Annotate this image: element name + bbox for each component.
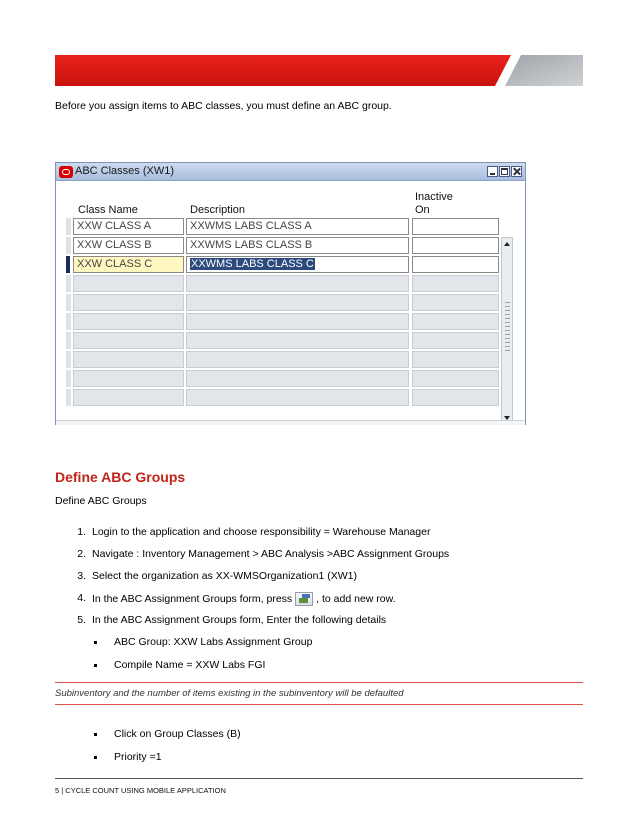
step-text: Login to the application and choose responsibility = Warehouse Manager bbox=[92, 526, 431, 538]
step-text-after: , to add new row. bbox=[316, 593, 396, 605]
empty-cell[interactable] bbox=[186, 389, 409, 406]
inactive-on-cell[interactable] bbox=[412, 237, 499, 254]
note-divider-bottom bbox=[55, 704, 583, 705]
section-subheading: Define ABC Groups bbox=[55, 495, 147, 507]
row-indicator[interactable] bbox=[66, 218, 71, 235]
column-header-inactive: Inactive bbox=[415, 191, 453, 203]
bullet-icon bbox=[94, 733, 97, 736]
oracle-logo-icon bbox=[59, 166, 73, 178]
empty-cell[interactable] bbox=[186, 370, 409, 387]
page-footer: 5 | CYCLE COUNT USING MOBILE APPLICATION bbox=[55, 786, 226, 795]
empty-cell[interactable] bbox=[73, 351, 184, 368]
column-header-on: On bbox=[415, 204, 430, 216]
inactive-on-cell[interactable] bbox=[412, 218, 499, 235]
bullet-text: Compile Name = XXW Labs FGI bbox=[114, 659, 266, 671]
row-indicator[interactable] bbox=[66, 370, 71, 387]
empty-cell[interactable] bbox=[73, 332, 184, 349]
empty-cell[interactable] bbox=[412, 275, 499, 292]
empty-cell[interactable] bbox=[186, 332, 409, 349]
empty-cell[interactable] bbox=[412, 294, 499, 311]
scroll-grip-icon[interactable] bbox=[505, 302, 510, 352]
window-title-bar[interactable] bbox=[56, 163, 525, 181]
step-text bbox=[92, 592, 396, 606]
row-indicator[interactable] bbox=[66, 237, 71, 254]
empty-cell[interactable] bbox=[73, 389, 184, 406]
note-text: Subinventory and the number of items existing in the subinventory will be defaulted bbox=[55, 688, 404, 699]
inactive-on-cell[interactable] bbox=[412, 256, 499, 273]
description-cell[interactable]: XXWMS LABS CLASS A bbox=[186, 218, 409, 235]
description-cell-selected[interactable] bbox=[186, 256, 409, 273]
abc-classes-window bbox=[55, 162, 526, 425]
footer-divider bbox=[55, 778, 583, 779]
step-text-before: In the ABC Assignment Groups form, press bbox=[92, 593, 293, 605]
description-cell[interactable]: XXWMS LABS CLASS B bbox=[186, 237, 409, 254]
step-number: 4. bbox=[77, 592, 86, 604]
section-heading: Define ABC Groups bbox=[55, 469, 186, 485]
empty-cell[interactable] bbox=[73, 294, 184, 311]
empty-cell[interactable] bbox=[73, 313, 184, 330]
empty-cell[interactable] bbox=[412, 313, 499, 330]
class-name-cell[interactable]: XXW CLASS B bbox=[73, 237, 184, 254]
row-indicator[interactable] bbox=[66, 332, 71, 349]
class-name-cell[interactable]: XXW CLASS C bbox=[73, 256, 184, 273]
bullet-icon bbox=[94, 756, 97, 759]
minimize-icon[interactable] bbox=[487, 166, 498, 177]
row-indicator[interactable] bbox=[66, 294, 71, 311]
empty-cell[interactable] bbox=[412, 370, 499, 387]
vertical-scrollbar[interactable] bbox=[501, 237, 513, 425]
empty-cell[interactable] bbox=[412, 332, 499, 349]
intro-paragraph: Before you assign items to ABC classes, you must define an ABC group. bbox=[55, 100, 392, 112]
window-status-strip bbox=[56, 420, 525, 425]
new-record-icon bbox=[295, 592, 313, 606]
window-title: ABC Classes (XW1) bbox=[75, 165, 175, 177]
row-indicator[interactable] bbox=[66, 351, 71, 368]
bullet-icon bbox=[94, 641, 97, 644]
empty-cell[interactable] bbox=[73, 275, 184, 292]
empty-cell[interactable] bbox=[412, 389, 499, 406]
step-text: Select the organization as XX-WMSOrganization1 (XW1) bbox=[92, 570, 357, 582]
step-number: 5. bbox=[77, 614, 86, 626]
selected-text: XXWMS LABS CLASS C bbox=[191, 258, 314, 270]
current-row-indicator[interactable] bbox=[66, 256, 70, 273]
empty-cell[interactable] bbox=[186, 351, 409, 368]
empty-cell[interactable] bbox=[73, 370, 184, 387]
column-header-description: Description bbox=[190, 204, 246, 216]
row-indicator[interactable] bbox=[66, 389, 71, 406]
step-number: 1. bbox=[77, 526, 86, 538]
empty-cell[interactable] bbox=[412, 351, 499, 368]
step-text: Navigate : Inventory Management > ABC Analysis >ABC Assignment Groups bbox=[92, 548, 450, 560]
row-indicator[interactable] bbox=[66, 313, 71, 330]
row-indicator[interactable] bbox=[66, 275, 71, 292]
bullet-text: ABC Group: XXW Labs Assignment Group bbox=[114, 636, 313, 648]
empty-cell[interactable] bbox=[186, 313, 409, 330]
bullet-icon bbox=[94, 664, 97, 667]
column-header-class-name: Class Name bbox=[78, 204, 138, 216]
window-body bbox=[56, 182, 525, 420]
maximize-icon[interactable] bbox=[499, 166, 510, 177]
step-number: 3. bbox=[77, 570, 86, 582]
empty-cell[interactable] bbox=[186, 294, 409, 311]
step-number: 2. bbox=[77, 548, 86, 560]
close-icon[interactable] bbox=[511, 166, 522, 177]
note-divider-top bbox=[55, 682, 583, 683]
step-text: In the ABC Assignment Groups form, Enter the following details bbox=[92, 614, 387, 626]
header-banner bbox=[55, 55, 583, 86]
bullet-text: Priority =1 bbox=[114, 751, 162, 763]
scroll-up-icon[interactable] bbox=[504, 242, 510, 246]
class-name-cell[interactable]: XXW CLASS A bbox=[73, 218, 184, 235]
bullet-text: Click on Group Classes (B) bbox=[114, 728, 241, 740]
empty-cell[interactable] bbox=[186, 275, 409, 292]
